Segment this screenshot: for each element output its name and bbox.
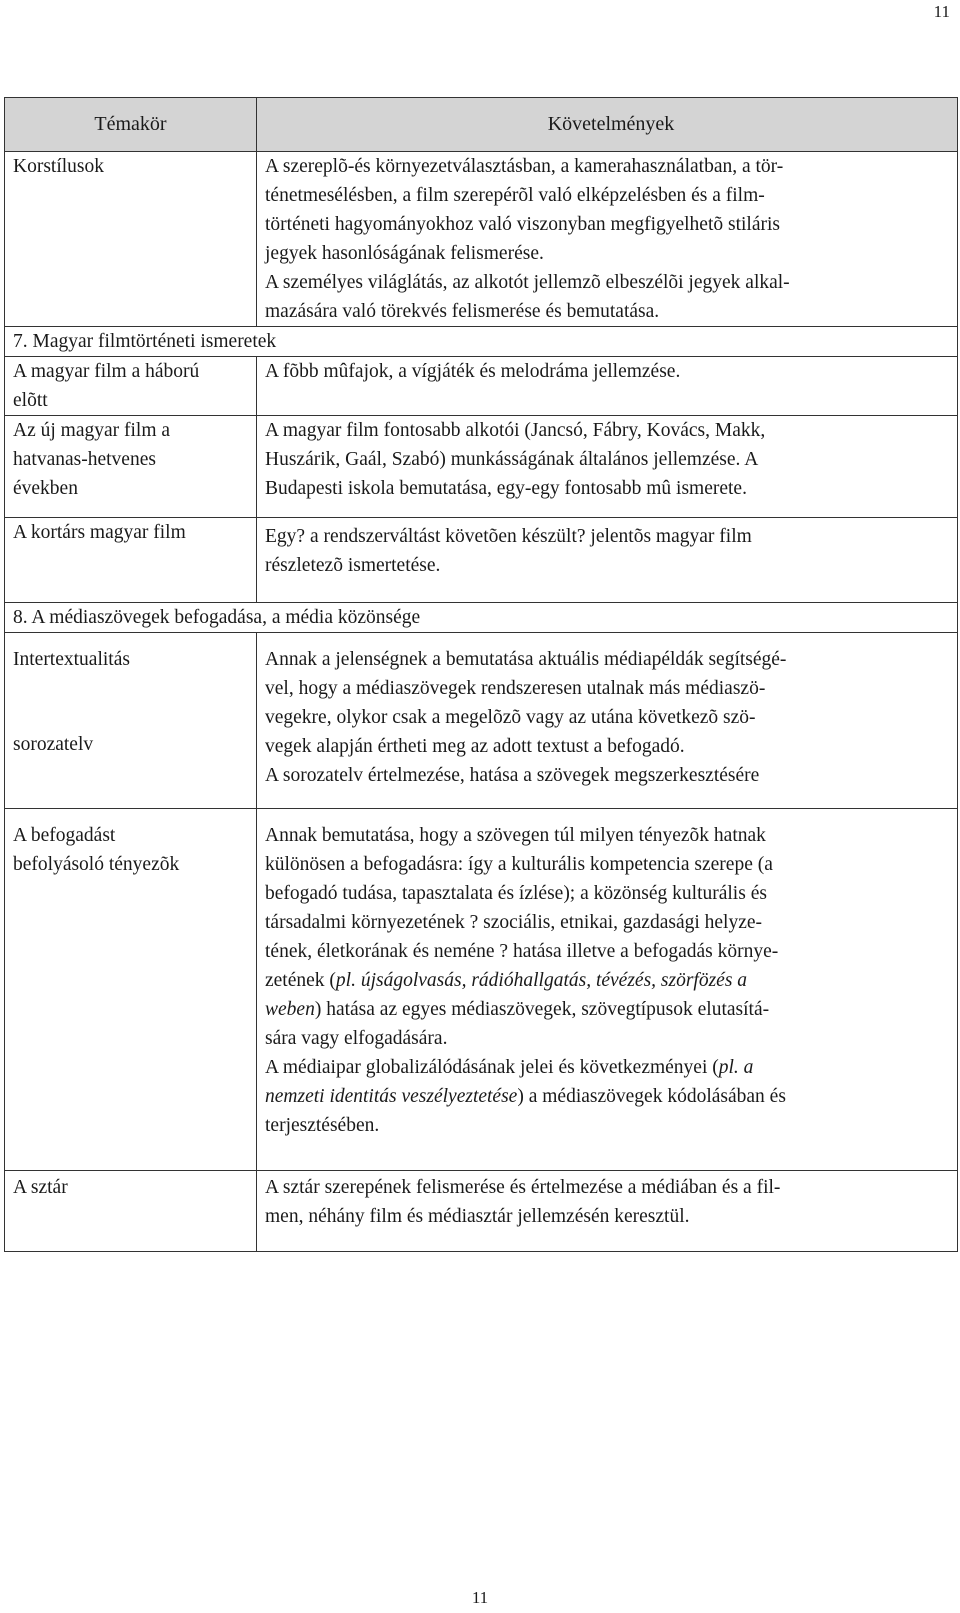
req-text: ) a médiaszövegek kódolásában és: [517, 1086, 786, 1107]
req-italic: weben: [265, 999, 315, 1020]
req-line: társadalmi környezetének ? szociális, etnikai, gazdasági helyze-: [265, 912, 763, 933]
req-line: A személyes világlátás, az alkotót jellemzõ elbeszélõi jegyek alkal-: [265, 272, 790, 293]
req-line: részletezõ ismertetése.: [265, 555, 441, 576]
requirements-new-film: [257, 416, 958, 518]
table-row-intertext: [5, 633, 958, 809]
requirements-contemporary: [257, 518, 958, 603]
curriculum-table: [4, 97, 958, 1252]
topic-line: években: [13, 478, 78, 499]
requirements-war: [257, 357, 958, 416]
req-line: ténetmesélésben, a film szerepérõl való elképzelésben és a film-: [265, 185, 765, 206]
req-line: men, néhány film és médiasztár jellemzésén keresztül.: [265, 1206, 690, 1227]
requirements-korstilusok: [257, 152, 958, 327]
req-italic: pl. újságolvasás, rádióhallgatás, tévézés, szörfözés a: [335, 970, 748, 991]
section-8-title: 8. A médiaszövegek befogadása, a média közönsége: [5, 603, 958, 633]
req-line: befogadó tudása, tapasztalata és ízlése); a közönség kulturális és: [265, 883, 767, 904]
req-line: [265, 1082, 957, 1111]
req-italic: nemzeti identitás veszélyeztetése: [265, 1086, 518, 1107]
topic-intertext: [5, 633, 257, 809]
table-row-contemporary: [5, 518, 958, 603]
req-line: [265, 1053, 957, 1082]
req-text: A médiaipar globalizálódásának jelei és következményei (: [265, 1057, 719, 1078]
req-line: A magyar film fontosabb alkotói (Jancsó, Fábry, Kovács, Makk,: [265, 420, 766, 441]
topic-new-film: [5, 416, 257, 518]
topic-line: hatvanas-hetvenes: [13, 449, 156, 470]
req-line: Annak bemutatása, hogy a szövegen túl milyen tényezõk hatnak: [265, 825, 766, 846]
section-7-title: 7. Magyar filmtörténeti ismeretek: [5, 327, 958, 357]
req-line: [265, 995, 957, 1024]
header-topic: Témakör: [5, 98, 257, 152]
req-line: Budapesti iskola bemutatása, egy-egy fontosabb mû ismerete.: [265, 478, 747, 499]
req-line: Annak a jelenségnek a bemutatása aktuális médiapéldák segítségé-: [265, 649, 787, 670]
topic-line: sorozatelv: [13, 734, 94, 755]
topic-sztar: A sztár: [5, 1171, 257, 1252]
req-line: mazására való törekvés felismerése és bemutatása.: [265, 301, 660, 322]
topic-line: Az új magyar film a: [13, 420, 171, 441]
req-text: zetének (: [265, 970, 336, 991]
req-line: jegyek hasonlóságának felismerése.: [265, 243, 544, 264]
table-header-row: [5, 98, 958, 152]
topic-contemporary: [5, 518, 257, 603]
req-line: A szereplõ-és környezetválasztásban, a kamerahasználatban, a tör-: [265, 156, 784, 177]
table-row-new-film: [5, 416, 958, 518]
req-line: A sorozatelv értelmezése, hatása a szövegek megszerkesztésére: [265, 765, 760, 786]
table-row-sztar: [5, 1171, 958, 1252]
section-7-row: [5, 327, 958, 357]
header-requirements: Követelmények: [257, 98, 958, 152]
req-line: [265, 966, 957, 995]
requirements-sztar: [257, 1171, 958, 1252]
req-line: Huszárik, Gaál, Szabó) munkásságának általános jellemzése. A: [265, 449, 759, 470]
req-line: vegekre, olykor csak a megelõzõ vagy az utána következõ szö-: [265, 707, 756, 728]
topic-korstilusok: Korstílusok: [5, 152, 257, 327]
topic-line: elõtt: [13, 390, 48, 411]
req-line: A fõbb mûfajok, a vígjáték és melodráma jellemzése.: [265, 361, 681, 382]
topic-line: A magyar film a háború: [13, 361, 200, 382]
req-line: különösen a befogadásra: így a kulturális kompetencia szerepe (a: [265, 854, 773, 875]
topic-line: Intertextualitás: [13, 649, 130, 670]
req-line: tének, életkorának és neméne ? hatása illetve a befogadás környe-: [265, 941, 779, 962]
req-italic: pl. a: [718, 1057, 754, 1078]
topic-line: A befogadást: [13, 825, 116, 846]
req-line: terjesztésében.: [265, 1115, 380, 1136]
req-line: történeti hagyományokhoz való viszonyban megfigyelhetõ stiláris: [265, 214, 780, 235]
topic-line: A kortárs magyar film: [13, 522, 186, 543]
requirements-intertext: [257, 633, 958, 809]
page-number-bottom: 11: [471, 1588, 489, 1607]
table-row-war: [5, 357, 958, 416]
req-line: vegek alapján értheti meg az adott textust a befogadó.: [265, 736, 685, 757]
topic-line: befolyásoló tényezõk: [13, 854, 180, 875]
table-row-befogadas: [5, 809, 958, 1171]
table-row-korstilusok: [5, 152, 958, 327]
requirements-befogadas: [257, 809, 958, 1171]
topic-befogadas: [5, 809, 257, 1171]
section-8-row: [5, 603, 958, 633]
req-line: A sztár szerepének felismerése és értelmezése a médiában és a fil-: [265, 1177, 781, 1198]
req-line: vel, hogy a médiaszövegek rendszeresen utalnak más médiaszö-: [265, 678, 766, 699]
req-line: sára vagy elfogadására.: [265, 1028, 448, 1049]
topic-war: [5, 357, 257, 416]
page-number-top: 11: [933, 2, 950, 21]
req-text: ) hatása az egyes médiaszövegek, szövegtípusok elutasítá-: [314, 999, 770, 1020]
req-line: Egy? a rendszerváltást követõen készült? jelentõs magyar film: [265, 526, 752, 547]
